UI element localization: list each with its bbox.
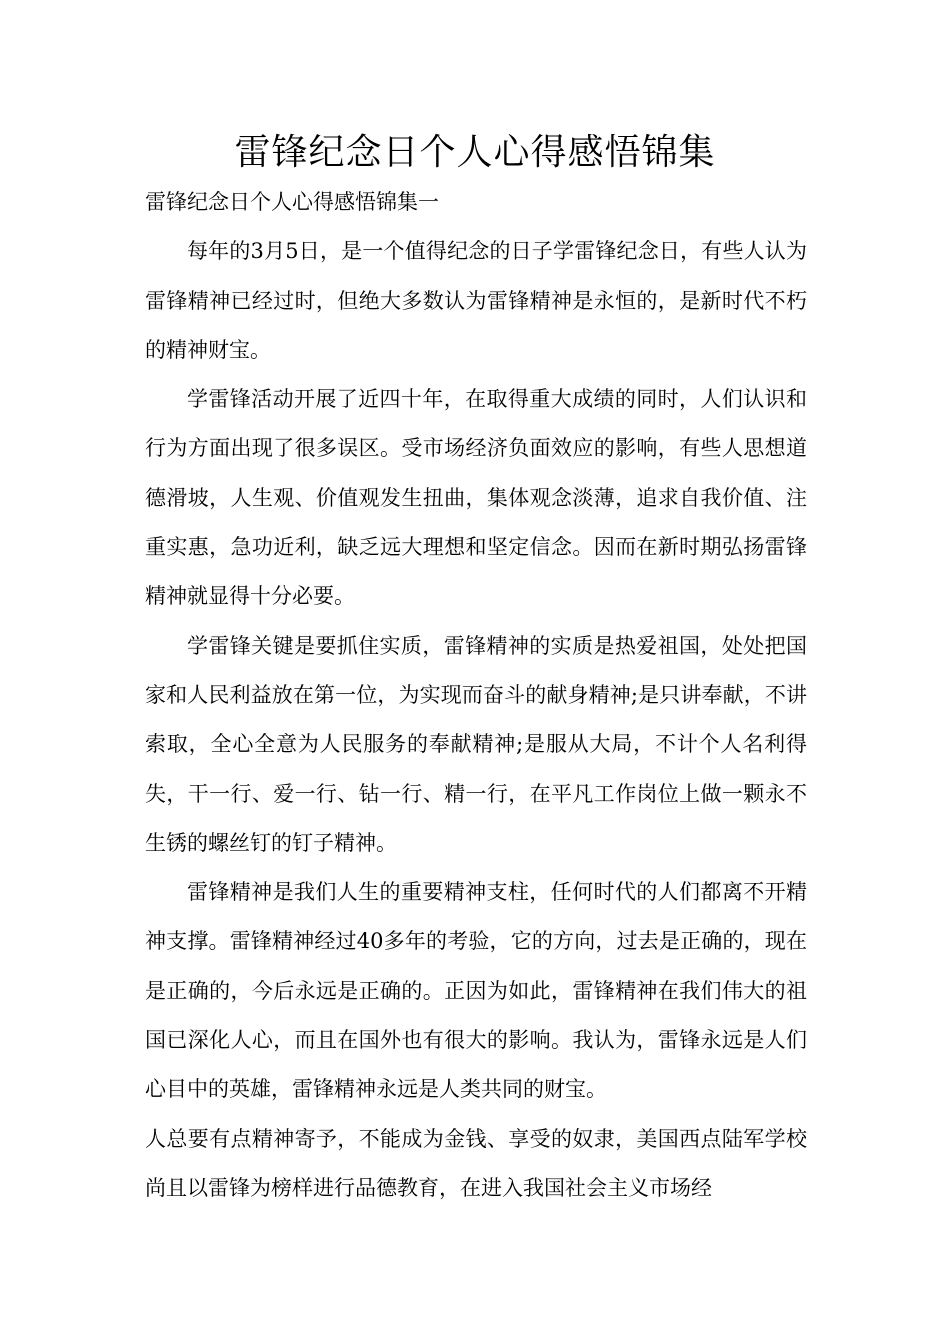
- document-title: 雷锋纪念日个人心得感悟锦集: [234, 132, 716, 173]
- paragraph-4: 雷锋精神是我们人生的重要精神支柱，任何时代的人们都离不开精神支撑。雷锋精神经过40多年的考验，它的方向，过去是正确的，现在是正确的，今后永远是正确的。正因为如此，雷锋精神在我们伟大的祖国已深化人心，而且在国外也有很大的影响。我认为，雷锋永远是人们心目中的英雄，雷锋精神永远是人类共同的财宝。: [145, 880, 807, 1102]
- paragraph-2: 学雷锋活动开展了近四十年，在取得重大成绩的同时，人们认识和行为方面出现了很多误区。受市场经济负面效应的影响，有些人思想道德滑坡，人生观、价值观发生扭曲，集体观念淡薄，追求自我价值、注重实惠，急功近利，缺乏远大理想和坚定信念。因而在新时期弘扬雷锋精神就显得十分必要。: [145, 387, 807, 609]
- document-body: [145, 178, 807, 1213]
- paragraph-1: 每年的3月5日，是一个值得纪念的日子学雷锋纪念日，有些人认为雷锋精神已经过时，但绝大多数认为雷锋精神是永恒的，是新时代不朽的精神财宝。: [145, 239, 807, 362]
- paragraph-5: 人总要有点精神寄予，不能成为金钱、享受的奴隶，美国西点陆军学校尚且以雷锋为榜样进行品德教育，在进入我国社会主义市场经: [145, 1126, 807, 1200]
- section-subtitle: 雷锋纪念日个人心得感悟锦集一: [145, 190, 439, 214]
- paragraph-3: 学雷锋关键是要抓住实质，雷锋精神的实质是热爱祖国，处处把国家和人民利益放在第一位，为实现而奋斗的献身精神;是只讲奉献，不讲索取，全心全意为人民服务的奉献精神;是服从大局，不计个人名利得失，干一行、爱一行、钻一行、精一行，在平凡工作岗位上做一颗永不生锈的螺丝钉的钉子精神。: [145, 633, 807, 855]
